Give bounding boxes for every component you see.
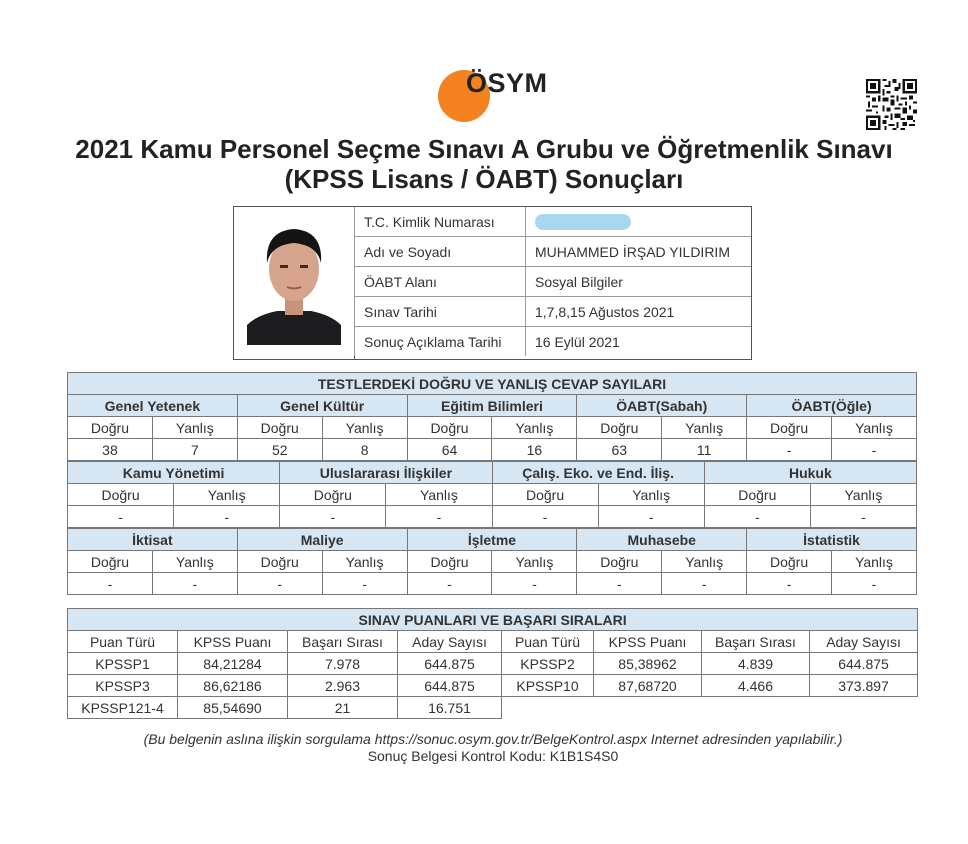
wrong-count: - [152, 573, 237, 595]
wrong-count: 7 [152, 439, 237, 461]
score-value: 86,62186 [178, 675, 288, 697]
correct-header: Doğru [747, 551, 832, 573]
correct-header: Doğru [407, 551, 492, 573]
score-type: KPSSP2 [502, 653, 594, 675]
test-name: Genel Kültür [237, 395, 407, 417]
score-type: KPSSP10 [502, 675, 594, 697]
correct-header: Doğru [237, 417, 322, 439]
info-row-exam-date [355, 297, 752, 327]
score-type: KPSSP121-4 [68, 697, 178, 719]
wrong-header: Yanlış [386, 484, 492, 506]
wrong-header: Yanlış [598, 484, 704, 506]
info-value: 1,7,8,15 Ağustos 2021 [526, 297, 752, 327]
correct-header: Doğru [237, 551, 322, 573]
wrong-count: - [662, 573, 747, 595]
info-row-name [355, 237, 752, 267]
test-name: Genel Yetenek [68, 395, 238, 417]
test-name: Kamu Yönetimi [68, 462, 280, 484]
wrong-count: 8 [322, 439, 407, 461]
score-rank: 4.466 [702, 675, 810, 697]
correct-count: - [68, 573, 153, 595]
correct-count: 38 [68, 439, 153, 461]
score-candidates: 644.875 [398, 653, 502, 675]
correct-count: 64 [407, 439, 492, 461]
score-col-header: Başarı Sırası [702, 631, 810, 653]
candidate-photo [234, 207, 355, 359]
info-value: MUHAMMED İRŞAD YILDIRIM [526, 237, 752, 267]
wrong-count: - [598, 506, 704, 528]
info-row-field [355, 267, 752, 297]
candidate-info-box [233, 206, 752, 360]
correct-header: Doğru [68, 417, 153, 439]
scores-title: SINAV PUANLARI VE BAŞARI SIRALARI [68, 609, 918, 631]
answers-table-group-1 [67, 372, 917, 461]
test-name: ÖABT(Sabah) [577, 395, 747, 417]
test-name: Eğitim Bilimleri [407, 395, 577, 417]
score-candidates: 373.897 [810, 675, 918, 697]
test-name: İktisat [68, 529, 238, 551]
correct-header: Doğru [68, 484, 174, 506]
table-row [68, 653, 918, 675]
test-name: ÖABT(Öğle) [747, 395, 917, 417]
score-rank: 2.963 [288, 675, 398, 697]
wrong-count: 11 [662, 439, 747, 461]
correct-header: Doğru [577, 417, 662, 439]
answers-table-group-3 [67, 528, 917, 595]
redacted-tc-number [535, 214, 631, 230]
score-rank: 4.839 [702, 653, 810, 675]
correct-count: - [68, 506, 174, 528]
tc-number-value [526, 207, 752, 237]
correct-header: Doğru [280, 484, 386, 506]
wrong-header: Yanlış [832, 551, 917, 573]
wrong-header: Yanlış [322, 417, 407, 439]
score-col-header: KPSS Puanı [178, 631, 288, 653]
title-line-2: (KPSS Lisans / ÖABT) Sonuçları [284, 164, 684, 194]
info-label: Sınav Tarihi [355, 297, 526, 327]
score-col-header: Aday Sayısı [398, 631, 502, 653]
correct-count: - [407, 573, 492, 595]
control-code: Sonuç Belgesi Kontrol Kodu: K1B1S4S0 [367, 748, 619, 764]
score-value: 85,38962 [594, 653, 702, 675]
wrong-count: - [832, 573, 917, 595]
wrong-count: - [492, 573, 577, 595]
score-type: KPSSP1 [68, 653, 178, 675]
test-name: İşletme [407, 529, 577, 551]
correct-header: Doğru [492, 484, 598, 506]
score-value: 84,21284 [178, 653, 288, 675]
test-name: Uluslararası İlişkiler [280, 462, 492, 484]
test-name: Hukuk [704, 462, 916, 484]
answers-table-group-2 [67, 461, 917, 528]
score-candidates: 16.751 [398, 697, 502, 719]
wrong-header: Yanlış [832, 417, 917, 439]
score-rank: 21 [288, 697, 398, 719]
test-name: Çalış. Eko. ve End. İliş. [492, 462, 704, 484]
wrong-header: Yanlış [662, 417, 747, 439]
empty-cell [502, 697, 918, 719]
test-name: Muhasebe [577, 529, 747, 551]
score-col-header: Puan Türü [68, 631, 178, 653]
logo-text: ÖSYM [466, 68, 548, 98]
correct-header: Doğru [704, 484, 810, 506]
correct-count: - [747, 573, 832, 595]
correct-header: Doğru [577, 551, 662, 573]
correct-count: 63 [577, 439, 662, 461]
wrong-header: Yanlış [174, 484, 280, 506]
score-type: KPSSP3 [68, 675, 178, 697]
wrong-count: - [810, 506, 916, 528]
table-row [68, 675, 918, 697]
info-label: T.C. Kimlik Numarası [355, 207, 526, 237]
wrong-count: - [322, 573, 407, 595]
correct-count: - [237, 573, 322, 595]
wrong-header: Yanlış [152, 551, 237, 573]
score-value: 87,68720 [594, 675, 702, 697]
scores-table [67, 608, 918, 719]
wrong-header: Yanlış [322, 551, 407, 573]
info-label: ÖABT Alanı [355, 267, 526, 297]
score-candidates: 644.875 [398, 675, 502, 697]
title-line-1: 2021 Kamu Personel Seçme Sınavı A Grubu ve Öğretmenlik Sınavı [75, 134, 893, 164]
wrong-header: Yanlış [152, 417, 237, 439]
score-col-header: Puan Türü [502, 631, 594, 653]
wrong-header: Yanlış [662, 551, 747, 573]
qr-code-icon [866, 79, 917, 130]
correct-count: - [280, 506, 386, 528]
correct-count: - [492, 506, 598, 528]
info-row-tc [355, 207, 752, 237]
info-label: Adı ve Soyadı [355, 237, 526, 267]
score-col-header: Aday Sayısı [810, 631, 918, 653]
score-candidates: 644.875 [810, 653, 918, 675]
wrong-header: Yanlış [492, 551, 577, 573]
wrong-count: - [174, 506, 280, 528]
wrong-header: Yanlış [810, 484, 916, 506]
score-col-header: KPSS Puanı [594, 631, 702, 653]
score-rank: 7.978 [288, 653, 398, 675]
correct-header: Doğru [747, 417, 832, 439]
verification-note: (Bu belgenin aslına ilişkin sorgulama https://sonuc.osym.gov.tr/BelgeKontrol.aspx Internet adresinden yapılabilir.) [143, 731, 843, 747]
table-row [68, 697, 918, 719]
info-value: 16 Eylül 2021 [526, 327, 752, 357]
osym-logo [436, 66, 556, 126]
answers-title: TESTLERDEKİ DOĞRU VE YANLIŞ CEVAP SAYILARI [68, 373, 917, 395]
correct-header: Doğru [407, 417, 492, 439]
test-name: İstatistik [747, 529, 917, 551]
wrong-count: 16 [492, 439, 577, 461]
correct-count: - [704, 506, 810, 528]
candidate-info-table [354, 207, 751, 356]
score-value: 85,54690 [178, 697, 288, 719]
info-row-result-date [355, 327, 752, 357]
info-value: Sosyal Bilgiler [526, 267, 752, 297]
info-label: Sonuç Açıklama Tarihi [355, 327, 526, 357]
wrong-header: Yanlış [492, 417, 577, 439]
correct-count: 52 [237, 439, 322, 461]
test-name: Maliye [237, 529, 407, 551]
person-photo-icon [247, 219, 341, 345]
page-title [0, 134, 968, 194]
wrong-count: - [386, 506, 492, 528]
correct-count: - [747, 439, 832, 461]
score-col-header: Başarı Sırası [288, 631, 398, 653]
correct-header: Doğru [68, 551, 153, 573]
correct-count: - [577, 573, 662, 595]
wrong-count: - [832, 439, 917, 461]
